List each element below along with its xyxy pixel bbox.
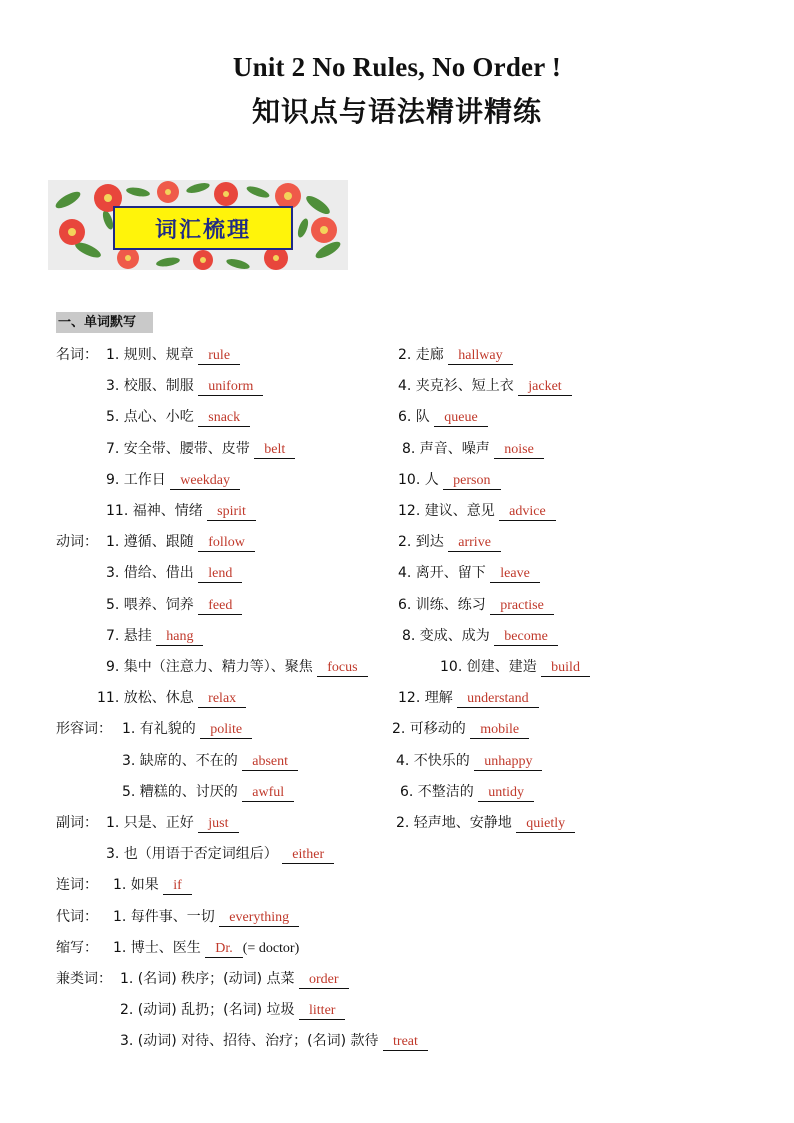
vocab-item bbox=[106, 470, 240, 490]
vocab-prompt: 2. 走廊 bbox=[398, 347, 449, 363]
vocab-item bbox=[97, 688, 246, 708]
vocab-prompt: 5. 点心、小吃 bbox=[106, 409, 199, 426]
vocab-item bbox=[106, 407, 250, 427]
banner-label: 词汇梳理 bbox=[154, 217, 251, 243]
answer-blank[interactable]: become bbox=[494, 629, 558, 646]
vocab-prompt: 1. 遵循、跟随 bbox=[106, 534, 199, 551]
vocab-item bbox=[120, 1031, 428, 1051]
answer-blank[interactable]: belt bbox=[254, 442, 295, 459]
category-label: 缩写： bbox=[56, 939, 98, 956]
answer-blank[interactable]: focus bbox=[317, 660, 367, 677]
vocab-prompt: 9. 集中（注意力、精力等）、聚焦 bbox=[106, 659, 318, 675]
vocab-item bbox=[122, 719, 252, 739]
answer-blank[interactable]: quietly bbox=[516, 816, 575, 833]
answer-blank[interactable]: everything bbox=[219, 910, 299, 927]
vocab-item bbox=[106, 439, 295, 459]
answer-blank[interactable]: weekday bbox=[170, 473, 240, 490]
vocab-item bbox=[398, 532, 501, 552]
vocab-prompt: 12. 理解 bbox=[398, 690, 458, 707]
vocab-item bbox=[106, 844, 334, 864]
vocab-prompt: 1. (名词) 秩序；(动词) 点菜 bbox=[120, 971, 300, 987]
answer-blank[interactable]: spirit bbox=[207, 504, 256, 521]
vocab-item bbox=[106, 376, 263, 396]
answer-blank[interactable]: untidy bbox=[478, 785, 534, 802]
answer-blank[interactable]: treat bbox=[383, 1034, 428, 1051]
vocab-banner bbox=[48, 180, 348, 270]
answer-blank[interactable]: hang bbox=[156, 629, 203, 646]
vocab-item bbox=[392, 719, 529, 739]
vocab-prompt: 5. 糟糕的、讨厌的 bbox=[122, 783, 243, 800]
vocab-item bbox=[396, 751, 542, 771]
answer-blank[interactable]: awful bbox=[242, 785, 294, 802]
vocab-prompt: 8. 声音、噪声 bbox=[402, 440, 495, 457]
answer-blank[interactable]: relax bbox=[198, 691, 246, 708]
vocab-prompt: 8. 变成、成为 bbox=[402, 627, 495, 644]
vocab-prompt: 3. 缺席的、不在的 bbox=[122, 752, 243, 769]
vocab-item bbox=[106, 532, 255, 552]
section-heading: 一、单词默写 bbox=[56, 312, 153, 333]
vocab-prompt: 12. 建议、意见 bbox=[398, 503, 500, 519]
answer-blank[interactable]: absent bbox=[242, 754, 298, 771]
vocab-item bbox=[402, 626, 558, 646]
vocab-prompt: 4. 不快乐的 bbox=[396, 752, 475, 769]
category-label: 代词： bbox=[56, 908, 98, 925]
vocab-prompt: 3. (动词) 对待、招待、治疗；(名词) 款待 bbox=[120, 1033, 384, 1050]
vocab-prompt: 2. 可移动的 bbox=[392, 721, 471, 738]
category-label: 动词： bbox=[56, 534, 98, 551]
vocab-item bbox=[106, 657, 368, 677]
vocab-item bbox=[113, 907, 299, 927]
vocab-prompt: 1. 每件事、一切 bbox=[113, 908, 220, 925]
answer-blank[interactable]: arrive bbox=[448, 535, 501, 552]
category-label: 形容词： bbox=[56, 721, 112, 738]
vocab-item bbox=[122, 782, 294, 802]
answer-blank[interactable]: unhappy bbox=[474, 754, 542, 771]
vocab-prompt: 1. 规则、规章 bbox=[106, 347, 199, 363]
vocab-item bbox=[120, 1000, 345, 1020]
vocab-prompt: 6. 训练、练习 bbox=[398, 596, 491, 613]
answer-blank[interactable]: polite bbox=[200, 722, 252, 739]
banner-label-box bbox=[113, 206, 293, 250]
vocab-prompt: 1. 博士、医生 bbox=[113, 939, 206, 956]
vocab-item bbox=[106, 563, 242, 583]
vocab-item bbox=[106, 626, 203, 646]
answer-blank[interactable]: snack bbox=[198, 410, 250, 427]
answer-blank[interactable]: feed bbox=[198, 598, 242, 615]
answer-blank[interactable]: either bbox=[282, 847, 334, 864]
vocab-prompt: 1. 如果 bbox=[113, 877, 164, 894]
answer-blank[interactable]: rule bbox=[198, 348, 240, 365]
vocab-prompt: 2. 到达 bbox=[398, 534, 449, 551]
vocab-item bbox=[122, 751, 298, 771]
vocab-item bbox=[113, 938, 299, 959]
answer-blank[interactable]: understand bbox=[457, 691, 538, 708]
vocab-item bbox=[106, 345, 240, 365]
vocab-prompt: 5. 喂养、饲养 bbox=[106, 596, 199, 613]
vocab-item bbox=[398, 470, 501, 490]
vocab-item bbox=[398, 501, 556, 521]
page-title-en: Unit 2 No Rules, No Order ! bbox=[232, 52, 562, 82]
vocab-prompt: 4. 离开、留下 bbox=[398, 565, 491, 582]
vocab-prompt: 3. 校服、制服 bbox=[106, 378, 199, 395]
category-label: 连词： bbox=[56, 877, 98, 894]
answer-blank[interactable]: litter bbox=[299, 1003, 345, 1020]
vocab-item bbox=[400, 782, 534, 802]
category-label: 名词： bbox=[56, 347, 98, 363]
answer-blank[interactable]: lend bbox=[198, 566, 242, 583]
answer-blank[interactable]: just bbox=[198, 816, 238, 833]
vocab-prompt: 1. 只是、正好 bbox=[106, 815, 199, 831]
page-title-zh: 知识点与语法精讲精练 bbox=[251, 95, 542, 128]
answer-blank[interactable]: person bbox=[443, 473, 500, 490]
vocab-item bbox=[396, 813, 575, 833]
vocab-item bbox=[398, 376, 572, 396]
vocab-item bbox=[398, 563, 540, 583]
vocab-item bbox=[398, 407, 488, 427]
vocab-prompt: 10. 创建、建造 bbox=[440, 659, 542, 675]
vocab-prompt: 4. 夹克衫、短上衣 bbox=[398, 378, 519, 395]
answer-blank[interactable]: mobile bbox=[470, 722, 529, 739]
vocab-prompt: 3. 借给、借出 bbox=[106, 565, 199, 582]
vocab-prompt: 7. 安全带、腰带、皮带 bbox=[106, 440, 255, 457]
category-label: 兼类词： bbox=[56, 971, 112, 987]
vocab-item bbox=[398, 688, 539, 708]
vocab-prompt: 6. 队 bbox=[398, 409, 435, 426]
vocab-item bbox=[402, 439, 544, 459]
vocab-prompt: 2. 轻声地、安静地 bbox=[396, 815, 517, 831]
vocab-item bbox=[398, 595, 554, 615]
vocab-item bbox=[440, 657, 590, 677]
answer-blank[interactable]: noise bbox=[494, 442, 544, 459]
answer-blank[interactable]: follow bbox=[198, 535, 255, 552]
vocab-prompt: 10. 人 bbox=[398, 471, 444, 488]
answer-blank[interactable]: advice bbox=[499, 504, 556, 521]
answer-blank[interactable]: uniform bbox=[198, 379, 263, 396]
vocab-item bbox=[106, 595, 242, 615]
vocab-prompt: 9. 工作日 bbox=[106, 471, 171, 488]
answer-blank[interactable]: hallway bbox=[448, 348, 512, 365]
answer-blank[interactable]: order bbox=[299, 972, 349, 989]
vocab-prompt: 6. 不整洁的 bbox=[400, 783, 479, 800]
answer-note: (= doctor) bbox=[242, 940, 300, 956]
vocab-prompt: 3. 也（用语于否定词组后） bbox=[106, 846, 283, 863]
vocab-item bbox=[113, 875, 192, 895]
answer-blank[interactable]: jacket bbox=[518, 379, 571, 396]
vocab-item bbox=[398, 345, 513, 365]
answer-blank[interactable]: build bbox=[541, 660, 590, 677]
vocab-item bbox=[106, 501, 256, 521]
vocab-prompt: 7. 悬挂 bbox=[106, 627, 157, 644]
answer-blank[interactable]: practise bbox=[490, 598, 554, 615]
answer-blank[interactable]: leave bbox=[490, 566, 540, 583]
answer-blank[interactable]: queue bbox=[434, 410, 487, 427]
vocab-item bbox=[106, 813, 239, 833]
answer-blank[interactable]: if bbox=[163, 878, 192, 895]
vocab-prompt: 1. 有礼貌的 bbox=[122, 721, 201, 738]
vocab-prompt: 2. (动词) 乱扔；(名词) 垃圾 bbox=[120, 1002, 300, 1019]
vocab-item bbox=[120, 969, 349, 989]
vocab-prompt: 11. 放松、休息 bbox=[97, 690, 199, 707]
category-label: 副词： bbox=[56, 815, 98, 831]
answer-blank[interactable]: Dr. bbox=[205, 941, 243, 958]
vocab-prompt: 11. 福神、情绪 bbox=[106, 503, 208, 519]
